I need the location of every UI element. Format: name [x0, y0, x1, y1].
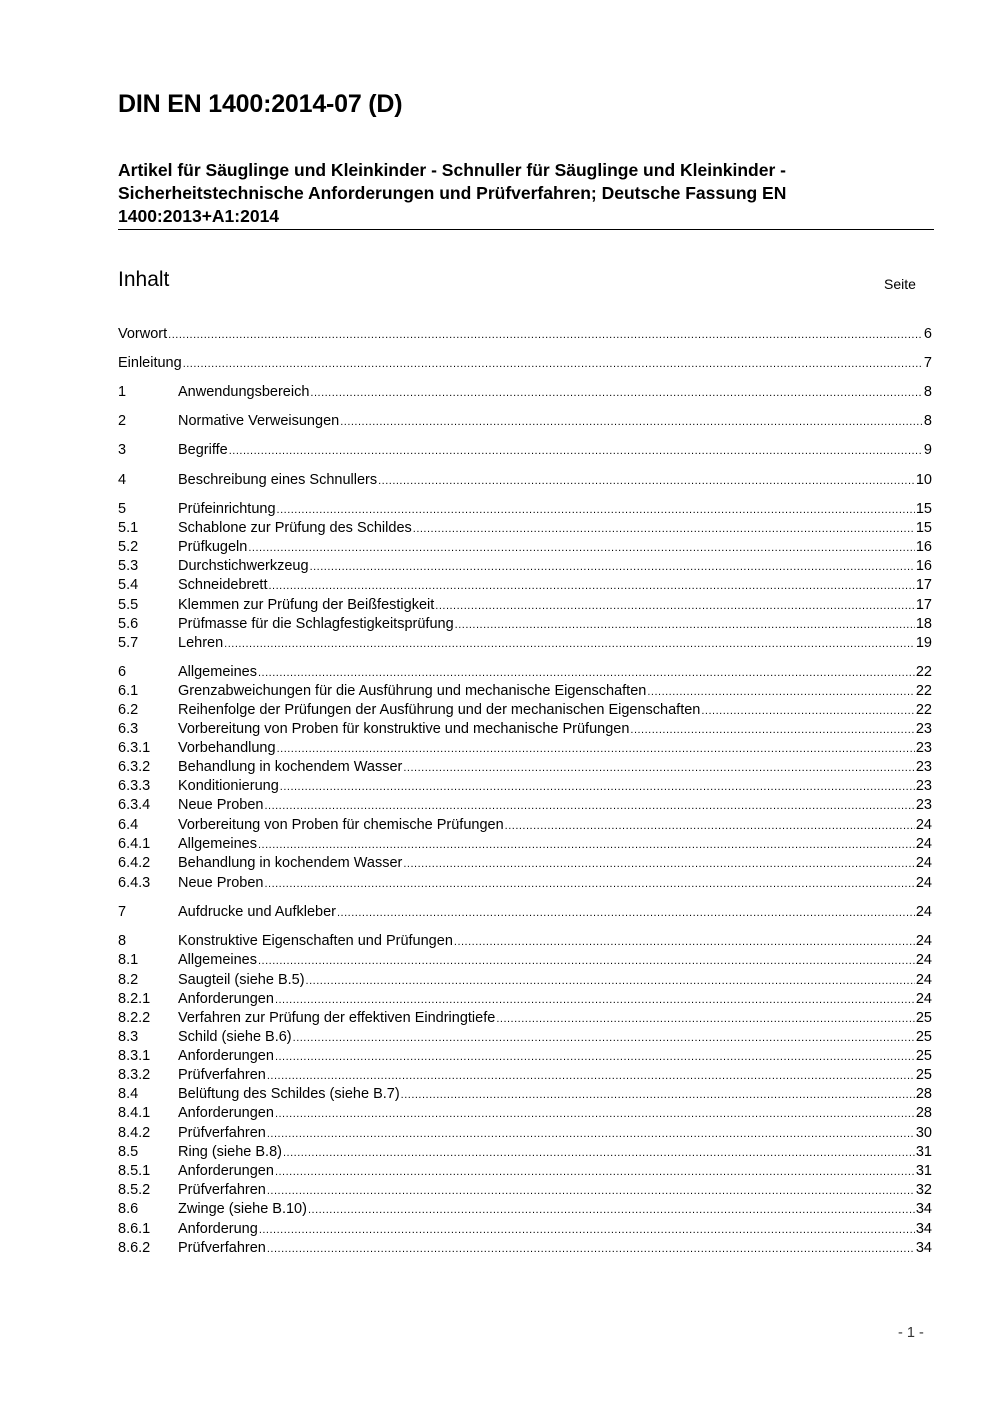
toc-entry-page: 32 [915, 1182, 932, 1198]
toc-dot-leader [505, 817, 915, 836]
toc-entry-number: 8.3 [118, 1029, 139, 1045]
toc-entry-page: 24 [915, 933, 932, 949]
toc-entry-number: 6.4.3 [118, 875, 151, 891]
toc-entry[interactable] [118, 720, 932, 739]
toc-entry[interactable] [118, 500, 932, 519]
toc-entry-page: 9 [923, 442, 932, 458]
toc-dot-leader [275, 1048, 915, 1067]
toc-entry-title: Prüfverfahren [178, 1240, 266, 1256]
toc-entry-page: 18 [915, 616, 932, 632]
toc-entry[interactable] [118, 383, 932, 402]
toc-entry-page: 24 [915, 972, 932, 988]
document-title: DIN EN 1400:2014-07 (D) [118, 90, 403, 118]
toc-entry-title: Saugteil (siehe B.5) [178, 972, 305, 988]
toc-entry[interactable] [118, 354, 932, 373]
toc-entry-page: 8 [923, 384, 932, 400]
toc-entry-title: Belüftung des Schildes (siehe B.7) [178, 1086, 400, 1102]
toc-entry-title: Klemmen zur Prüfung der Beißfestigkeit [178, 597, 435, 613]
toc-dot-leader [435, 597, 915, 616]
toc-entry-number: 6.1 [118, 683, 139, 699]
toc-entry-title: Anforderungen [178, 1105, 274, 1121]
toc-entry-number: 5 [118, 501, 127, 517]
toc-dot-leader [258, 836, 915, 855]
toc-entry-number: 8.6 [118, 1201, 139, 1217]
toc-entry-title: Allgemeines [178, 836, 257, 852]
toc-entry-page: 23 [915, 740, 932, 756]
toc-entry-title: Prüfmasse für die Schlagfestigkeitsprüfung [178, 616, 454, 632]
toc-entry-page: 34 [915, 1201, 932, 1217]
toc-entry[interactable] [118, 1239, 932, 1258]
toc-entry[interactable] [118, 663, 932, 682]
toc-entry-title: Anforderungen [178, 1163, 274, 1179]
toc-entry-number: 6.2 [118, 702, 139, 718]
toc-entry-page: 22 [915, 702, 932, 718]
toc-entry-number: 6 [118, 664, 127, 680]
toc-entry[interactable] [118, 739, 932, 758]
toc-dot-leader [701, 702, 914, 721]
toc-dot-leader [378, 472, 915, 491]
toc-entry-page: 28 [915, 1086, 932, 1102]
toc-entry-title: Schablone zur Prüfung des Schildes [178, 520, 412, 536]
toc-dot-leader [337, 904, 915, 923]
toc-entry-title: Reihenfolge der Prüfungen der Ausführung und der mechanischen Eigenschaften [178, 702, 701, 718]
toc-entry[interactable] [118, 441, 932, 460]
toc-entry-page: 22 [915, 664, 932, 680]
toc-entry-number: 8.5.1 [118, 1163, 151, 1179]
toc-entry-page: 25 [915, 1067, 932, 1083]
toc-entry-title: Neue Proben [178, 797, 264, 813]
toc-entry-number: 5.6 [118, 616, 139, 632]
toc-entry-number: 5.5 [118, 597, 139, 613]
toc-entry-number: 8.5 [118, 1144, 139, 1160]
toc-entry[interactable] [118, 557, 932, 576]
toc-entry-page: 7 [923, 355, 932, 371]
toc-entry-number: 8.2.2 [118, 1010, 151, 1026]
toc-entry[interactable] [118, 971, 932, 990]
toc-entry-page: 34 [915, 1240, 932, 1256]
toc-entry[interactable] [118, 519, 932, 538]
toc-entry-page: 31 [915, 1163, 932, 1179]
toc-entry-number: 5.2 [118, 539, 139, 555]
toc-entry-title: Prüfkugeln [178, 539, 248, 555]
toc-dot-leader [401, 1086, 915, 1105]
toc-entry[interactable] [118, 1085, 932, 1104]
toc-entry-title: Anforderungen [178, 1048, 274, 1064]
toc-entry[interactable] [118, 1047, 932, 1066]
toc-entry-page: 24 [915, 952, 932, 968]
toc-dot-leader [403, 759, 915, 778]
toc-entry-page: 23 [915, 721, 932, 737]
toc-entry-number: 5.4 [118, 577, 139, 593]
toc-entry-page: 24 [915, 817, 932, 833]
toc-entry[interactable] [118, 1104, 932, 1123]
toc-entry-title: Prüfverfahren [178, 1182, 266, 1198]
toc-entry-number: 8.2 [118, 972, 139, 988]
toc-dot-leader [224, 635, 915, 654]
toc-entry-number: 8.4 [118, 1086, 139, 1102]
toc-entry-number: 2 [118, 413, 127, 429]
toc-entry[interactable] [118, 325, 932, 344]
toc-entry-number: 8.4.1 [118, 1105, 151, 1121]
toc-entry-page: 15 [915, 520, 932, 536]
toc-entry-title: Durchstichwerkzeug [178, 558, 309, 574]
toc-entry-title: Schneidebrett [178, 577, 268, 593]
toc-entry-page: 17 [915, 577, 932, 593]
toc-entry-page: 24 [915, 875, 932, 891]
toc-entry-title: Lehren [178, 635, 224, 651]
toc-entry[interactable] [118, 903, 932, 922]
toc-entry[interactable] [118, 1009, 932, 1028]
toc-entry-number: 5.3 [118, 558, 139, 574]
toc-entry[interactable] [118, 816, 932, 835]
toc-entry-title: Begriffe [178, 442, 228, 458]
toc-entry[interactable] [118, 1162, 932, 1181]
toc-entry-page: 34 [915, 1221, 932, 1237]
toc-entry-number: 8.6.1 [118, 1221, 151, 1237]
toc-entry-title: Beschreibung eines Schnullers [178, 472, 378, 488]
toc-entry[interactable] [118, 990, 932, 1009]
toc-entry-title: Allgemeines [178, 952, 257, 968]
toc-dot-leader [403, 855, 915, 874]
toc-entry-title: Zwinge (siehe B.10) [178, 1201, 307, 1217]
toc-entry-page: 25 [915, 1010, 932, 1026]
toc-entry-title: Konstruktive Eigenschaften und Prüfungen [178, 933, 453, 949]
toc-entry[interactable] [118, 835, 932, 854]
toc-entry-page: 24 [915, 836, 932, 852]
toc-entry-number: 8.5.2 [118, 1182, 151, 1198]
toc-dot-leader [259, 1221, 915, 1240]
table-of-contents [118, 0, 932, 1403]
toc-entry-title: Einleitung [118, 355, 182, 371]
toc-entry-title: Anforderungen [178, 991, 274, 1007]
toc-entry-title: Behandlung in kochendem Wasser [178, 855, 403, 871]
toc-entry-number: 8.6.2 [118, 1240, 151, 1256]
toc-entry[interactable] [118, 932, 932, 951]
toc-entry[interactable] [118, 777, 932, 796]
toc-dot-leader [248, 539, 915, 558]
toc-entry-title: Vorbehandlung [178, 740, 276, 756]
toc-entry-title: Vorwort [118, 326, 168, 342]
toc-entry-number: 5.7 [118, 635, 139, 651]
toc-dot-leader [264, 875, 914, 894]
page-number: - 1 - [898, 1325, 924, 1341]
toc-dot-leader [264, 797, 914, 816]
toc-entry-page: 25 [915, 1048, 932, 1064]
toc-entry-number: 8.4.2 [118, 1125, 151, 1141]
toc-entry-page: 16 [915, 558, 932, 574]
toc-entry[interactable] [118, 758, 932, 777]
toc-dot-leader [647, 683, 915, 702]
toc-dot-leader [267, 1067, 915, 1086]
toc-entry[interactable] [118, 701, 932, 720]
toc-dot-leader [340, 413, 923, 432]
toc-dot-leader [267, 1240, 915, 1259]
toc-entry-title: Normative Verweisungen [178, 413, 340, 429]
toc-entry[interactable] [118, 1124, 932, 1143]
toc-entry-number: 8.2.1 [118, 991, 151, 1007]
toc-entry-page: 23 [915, 759, 932, 775]
toc-entry-page: 19 [915, 635, 932, 651]
toc-dot-leader [310, 558, 915, 577]
toc-dot-leader [310, 384, 923, 403]
toc-entry[interactable] [118, 1220, 932, 1239]
toc-page-column-label: Seite [884, 276, 916, 292]
toc-entry[interactable] [118, 1143, 932, 1162]
toc-entry-number: 6.3 [118, 721, 139, 737]
toc-entry-title: Prüfverfahren [178, 1125, 266, 1141]
toc-entry[interactable] [118, 854, 932, 873]
toc-entry-title: Neue Proben [178, 875, 264, 891]
toc-entry-page: 24 [915, 991, 932, 1007]
toc-entry-page: 24 [915, 855, 932, 871]
toc-dot-leader [267, 1125, 915, 1144]
toc-entry-number: 7 [118, 904, 127, 920]
toc-entry-title: Aufdrucke und Aufkleber [178, 904, 336, 920]
toc-entry[interactable] [118, 951, 932, 970]
toc-dot-leader [496, 1010, 915, 1029]
toc-entry-page: 23 [915, 797, 932, 813]
toc-dot-leader [630, 721, 914, 740]
toc-entry[interactable] [118, 796, 932, 815]
toc-heading: Inhalt [118, 268, 170, 291]
toc-dot-leader [258, 664, 915, 683]
toc-entry[interactable] [118, 471, 932, 490]
toc-dot-leader [455, 616, 915, 635]
toc-dot-leader [283, 1144, 915, 1163]
toc-dot-leader [168, 326, 923, 345]
toc-entry[interactable] [118, 634, 932, 653]
toc-dot-leader [275, 1163, 915, 1182]
toc-entry-number: 6.4.1 [118, 836, 151, 852]
toc-entry[interactable] [118, 615, 932, 634]
toc-entry-title: Allgemeines [178, 664, 257, 680]
toc-entry[interactable] [118, 682, 932, 701]
toc-entry-page: 22 [915, 683, 932, 699]
toc-entry-page: 10 [915, 472, 932, 488]
toc-entry-title: Prüfverfahren [178, 1067, 266, 1083]
toc-entry[interactable] [118, 1028, 932, 1047]
toc-dot-leader [413, 520, 915, 539]
toc-entry-page: 30 [915, 1125, 932, 1141]
toc-entry-page: 25 [915, 1029, 932, 1045]
toc-entry-title: Schild (siehe B.6) [178, 1029, 292, 1045]
toc-entry-title: Grenzabweichungen für die Ausführung und mechanische Eigenschaften [178, 683, 647, 699]
toc-entry-page: 16 [915, 539, 932, 555]
toc-dot-leader [277, 501, 915, 520]
toc-dot-leader [268, 577, 914, 596]
toc-entry-number: 8 [118, 933, 127, 949]
toc-dot-leader [229, 442, 923, 461]
toc-entry-title: Konditionierung [178, 778, 279, 794]
toc-dot-leader [267, 1182, 915, 1201]
toc-entry-page: 31 [915, 1144, 932, 1160]
toc-entry-page: 17 [915, 597, 932, 613]
toc-dot-leader [277, 740, 915, 759]
toc-entry-title: Vorbereitung von Proben für chemische Prüfungen [178, 817, 504, 833]
toc-entry[interactable] [118, 1066, 932, 1085]
toc-entry[interactable] [118, 538, 932, 557]
toc-entry-number: 8.3.1 [118, 1048, 151, 1064]
toc-dot-leader [258, 952, 915, 971]
toc-dot-leader [275, 991, 915, 1010]
toc-entry-page: 28 [915, 1105, 932, 1121]
toc-entry-title: Ring (siehe B.8) [178, 1144, 282, 1160]
toc-entry-page: 6 [923, 326, 932, 342]
toc-entry-number: 6.4.2 [118, 855, 151, 871]
toc-entry-page: 24 [915, 904, 932, 920]
toc-dot-leader [280, 778, 915, 797]
toc-entry[interactable] [118, 596, 932, 615]
toc-entry-number: 4 [118, 472, 127, 488]
toc-dot-leader [183, 355, 923, 374]
toc-entry-number: 5.1 [118, 520, 139, 536]
toc-entry-number: 8.3.2 [118, 1067, 151, 1083]
toc-entry-number: 1 [118, 384, 127, 400]
toc-entry-page: 8 [923, 413, 932, 429]
toc-entry[interactable] [118, 1200, 932, 1219]
toc-entry-number: 6.3.4 [118, 797, 151, 813]
toc-entry-number: 6.3.2 [118, 759, 151, 775]
toc-dot-leader [454, 933, 915, 952]
toc-entry-title: Verfahren zur Prüfung der effektiven Eindringtiefe [178, 1010, 496, 1026]
toc-entry[interactable] [118, 412, 932, 431]
toc-entry[interactable] [118, 874, 932, 893]
toc-entry-title: Prüfeinrichtung [178, 501, 276, 517]
toc-entry-number: 6.3.3 [118, 778, 151, 794]
toc-entry-number: 3 [118, 442, 127, 458]
toc-entry[interactable] [118, 1181, 932, 1200]
toc-dot-leader [275, 1105, 915, 1124]
toc-dot-leader [306, 972, 915, 991]
document-subtitle: Artikel für Säuglinge und Kleinkinder - Schnuller für Säuglinge und Kleinkinder - Sicherheitstechnische Anforderungen und Prüfverfahren; Deutsche Fassung EN 1400:2013+A1:2014 [118, 160, 787, 226]
toc-dot-leader [293, 1029, 915, 1048]
toc-entry-page: 15 [915, 501, 932, 517]
toc-entry[interactable] [118, 576, 932, 595]
toc-entry-page: 23 [915, 778, 932, 794]
toc-entry-number: 8.1 [118, 952, 139, 968]
toc-entry-number: 6.4 [118, 817, 139, 833]
toc-entry-title: Anforderung [178, 1221, 258, 1237]
toc-dot-leader [308, 1201, 915, 1220]
toc-entry-title: Anwendungsbereich [178, 384, 310, 400]
toc-entry-title: Vorbereitung von Proben für konstruktive und mechanische Prüfungen [178, 721, 630, 737]
toc-entry-title: Behandlung in kochendem Wasser [178, 759, 403, 775]
toc-entry-number: 6.3.1 [118, 740, 151, 756]
